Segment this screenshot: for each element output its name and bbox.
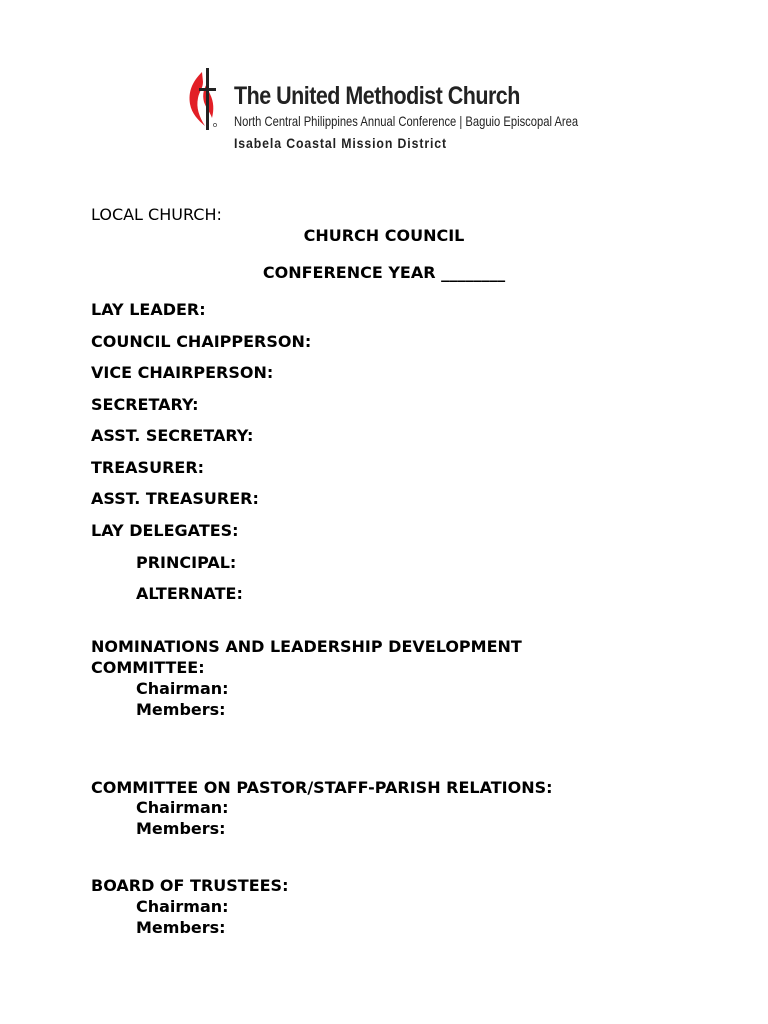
form-title: CHURCH COUNCIL xyxy=(303,226,465,245)
members-label: Members: xyxy=(136,918,226,937)
asst-secretary-label: ASST. SECRETARY: xyxy=(91,426,254,445)
committee-title: BOARD OF TRUSTEES: xyxy=(91,876,289,895)
council-chairperson-label: COUNCIL CHAIPPERSON: xyxy=(91,332,312,351)
members-label: Members: xyxy=(136,700,226,719)
cross-and-flame-icon xyxy=(186,68,220,134)
chairman-label: Chairman: xyxy=(136,897,229,916)
local-church-label: LOCAL CHURCH: xyxy=(91,205,222,224)
committee-title: NOMINATIONS AND LEADERSHIP DEVELOPMENT xyxy=(91,637,522,656)
treasurer-label: TREASURER: xyxy=(91,458,205,477)
secretary-label: SECRETARY: xyxy=(91,395,199,414)
committee-title-continued: COMMITTEE: xyxy=(91,658,205,677)
chairman-label: Chairman: xyxy=(136,679,229,698)
committee-title: COMMITTEE ON PASTOR/STAFF-PARISH RELATIONS: xyxy=(91,778,553,797)
lay-leader-label: LAY LEADER: xyxy=(91,300,206,319)
chairman-label: Chairman: xyxy=(136,798,229,817)
vice-chairperson-label: VICE CHAIRPERSON: xyxy=(91,363,274,382)
conference-name: North Central Philippines Annual Conference | Baguio Episcopal Area xyxy=(234,113,579,129)
lay-delegates-label: LAY DELEGATES: xyxy=(91,521,239,540)
principal-label: PRINCIPAL: xyxy=(136,553,237,572)
conference-year-label: CONFERENCE YEAR ________ xyxy=(262,263,506,282)
alternate-label: ALTERNATE: xyxy=(136,584,243,603)
members-label: Members: xyxy=(136,819,226,838)
letterhead xyxy=(186,68,606,158)
organization-name: The United Methodist Church xyxy=(234,82,520,110)
asst-treasurer-label: ASST. TREASURER: xyxy=(91,489,259,508)
district-name: Isabela Coastal Mission District xyxy=(234,135,448,151)
